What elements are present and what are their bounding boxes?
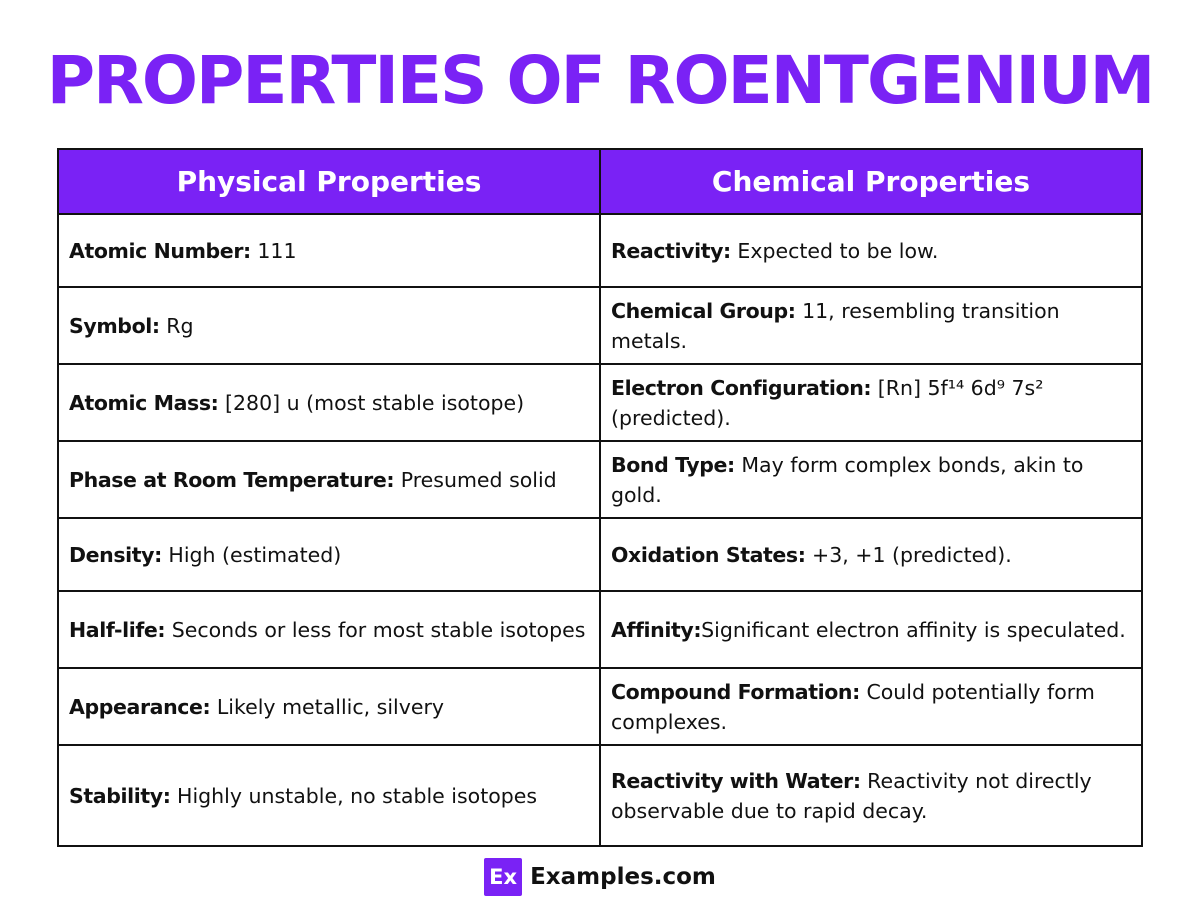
property-value: Presumed solid — [394, 467, 557, 492]
property-value: Could potentially form complexes. — [611, 679, 1095, 734]
property-value: [280] u (most stable isotope) — [218, 390, 525, 415]
property-label: Atomic Mass: — [69, 390, 219, 415]
property-value: 111 — [250, 238, 297, 263]
property-value: 11, resembling transition metals. — [611, 298, 1060, 353]
physical-cell — [59, 214, 600, 287]
property-label: Symbol — [69, 313, 152, 338]
property-label: Electron Configuration: — [611, 375, 872, 400]
property-label: Oxidation States: — [611, 542, 806, 567]
table-row — [59, 364, 1141, 441]
property-label: Appearance: — [69, 694, 211, 719]
physical-cell — [59, 364, 600, 441]
property-value: [Rn] 5f¹⁴ 6d⁹ 7s² (predicted). — [611, 375, 1044, 430]
page-title: PROPERTIES OF ROENTGENIUM — [46, 42, 1154, 119]
physical-cell — [59, 441, 600, 518]
chemical-cell — [600, 441, 1141, 518]
properties-table — [57, 148, 1143, 847]
table-row — [59, 441, 1141, 518]
property-value: Significant electron affinity is speculated. — [701, 617, 1126, 642]
property-label: Stability: — [69, 783, 171, 808]
property-label: Phase at Room Temperature: — [69, 467, 395, 492]
property-label: Reactivity with Water: — [611, 768, 861, 793]
property-label: Affinity: — [611, 617, 702, 642]
table-row — [59, 214, 1141, 287]
physical-cell — [59, 745, 600, 845]
footer-branding — [0, 858, 1200, 896]
property-label: Atomic Number — [69, 238, 244, 263]
physical-cell — [59, 668, 600, 745]
table-row — [59, 518, 1141, 591]
header-physical: Physical Properties — [59, 150, 600, 214]
table-row — [59, 591, 1141, 668]
chemical-cell — [600, 668, 1141, 745]
chemical-cell — [600, 287, 1141, 364]
property-value: Likely metallic, silvery — [210, 694, 445, 719]
property-value: Rg — [159, 313, 194, 338]
property-label: Compound Formation: — [611, 679, 860, 704]
property-value: Seconds or less for most stable isotopes — [165, 617, 586, 642]
property-value: +3, +1 (predicted). — [805, 542, 1012, 567]
header-chemical: Chemical Properties — [600, 150, 1141, 214]
table-row — [59, 287, 1141, 364]
property-sep: : — [243, 238, 251, 263]
table-header-row — [59, 150, 1141, 214]
property-label: Bond Type: — [611, 452, 735, 477]
chemical-cell — [600, 745, 1141, 845]
chemical-cell — [600, 591, 1141, 668]
property-value: High (estimated) — [161, 542, 342, 567]
property-value: May form complex bonds, akin to gold. — [611, 452, 1084, 507]
property-label: Half-life: — [69, 617, 166, 642]
property-sep: : — [151, 313, 160, 338]
examples-logo-icon: Ex — [484, 858, 522, 896]
property-label: Chemical Group: — [611, 298, 796, 323]
chemical-cell — [600, 214, 1141, 287]
property-value: Highly unstable, no stable isotopes — [170, 783, 538, 808]
property-label: Density: — [69, 542, 162, 567]
table-row — [59, 668, 1141, 745]
physical-cell — [59, 591, 600, 668]
chemical-cell — [600, 364, 1141, 441]
property-value: Reactivity not directly observable due to rapid decay. — [611, 768, 1092, 823]
table-row — [59, 745, 1141, 845]
property-value: Expected to be low. — [730, 238, 939, 263]
chemical-cell — [600, 518, 1141, 591]
site-name: Examples.com — [530, 864, 716, 890]
physical-cell — [59, 518, 600, 591]
property-label: Reactivity: — [611, 238, 731, 263]
physical-cell — [59, 287, 600, 364]
